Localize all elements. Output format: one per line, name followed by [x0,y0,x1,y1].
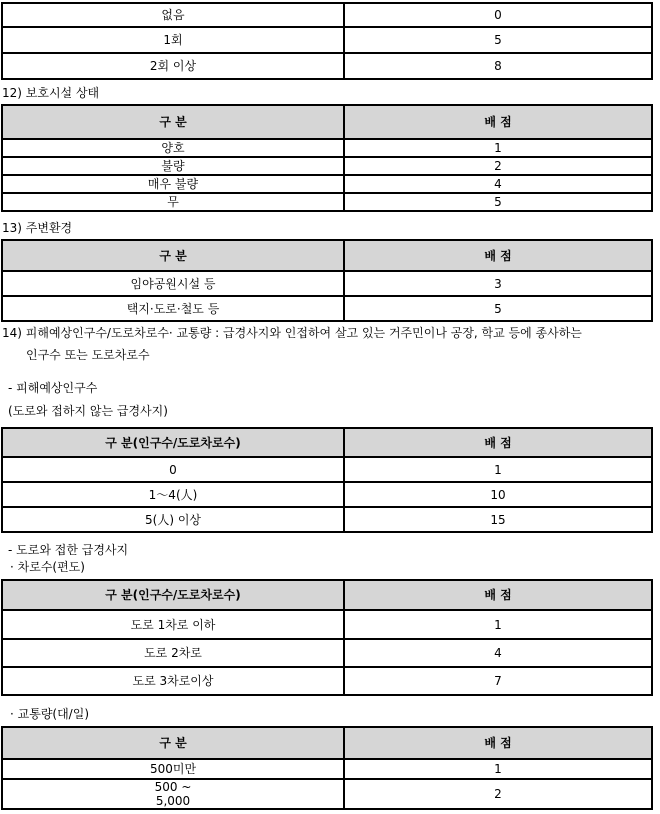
header-score: 배 점 [344,428,652,457]
header-category: 구 분(인구수/도로차로수) [2,580,344,610]
cell-score: 2 [344,157,652,175]
table-row [2,53,652,79]
subsection-population: - 피해예상인구수 [8,381,98,395]
cell-score: 15 [344,507,652,532]
cell-score: 8 [344,53,652,79]
table-protection-facility [1,104,653,212]
cell-label-line: 5,000 [155,794,191,808]
subsection-road: - 도로와 접한 급경사지 [8,543,129,557]
section-13-title: 13) 주변환경 [2,221,73,235]
cell-score: 4 [344,175,652,193]
cell-score: 2 [344,779,652,809]
section-14-description-cont: 인구수 또는 도로차로수 [26,348,150,362]
cell-score: 5 [344,296,652,321]
header-category: 구 분 [2,240,344,271]
cell-label: 도로 1차로 이하 [2,610,344,639]
cell-label: 1회 [2,27,344,53]
subsection-traffic-note: · 교통량(대/일) [10,707,89,721]
table-header-row [2,428,652,457]
table-row [2,610,652,639]
cell-label: 도로 2차로 [2,639,344,667]
table-row [2,779,652,809]
table-row [2,482,652,507]
cell-label: 도로 3차로이상 [2,667,344,695]
cell-label: 5(人) 이상 [2,507,344,532]
cell-score: 3 [344,271,652,296]
cell-label: 택지·도로·철도 등 [2,296,344,321]
cell-label: 없음 [2,3,344,27]
cell-label-line: 500 ~ [154,780,192,794]
table-surroundings [1,239,653,322]
cell-label: 1～4(人) [2,482,344,507]
table-row [2,639,652,667]
cell-label: 양호 [2,139,344,157]
header-category: 구 분(인구수/도로차로수) [2,428,344,457]
table-header-row [2,105,652,139]
table-row [2,507,652,532]
table-row [2,667,652,695]
table-row [2,193,652,211]
table-row [2,759,652,779]
cell-label: 무 [2,193,344,211]
table-row [2,139,652,157]
subsection-lanes-note: · 차로수(편도) [10,560,85,574]
cell-label: 임야공원시설 등 [2,271,344,296]
table-traffic [1,726,653,810]
table-row [2,27,652,53]
table-row [2,175,652,193]
table-row [2,157,652,175]
cell-score: 1 [344,139,652,157]
table-top [1,2,653,80]
header-category: 구 분 [2,727,344,759]
table-row [2,271,652,296]
cell-label: 500미만 [2,759,344,779]
subsection-population-note: (도로와 접하지 않는 급경사지) [8,404,168,418]
table-header-row [2,727,652,759]
table-header-row [2,580,652,610]
cell-score: 10 [344,482,652,507]
cell-label: 2회 이상 [2,53,344,79]
cell-score: 1 [344,457,652,482]
cell-score: 1 [344,610,652,639]
table-population [1,427,653,533]
cell-score: 7 [344,667,652,695]
table-row [2,457,652,482]
cell-label: 불량 [2,157,344,175]
table-row [2,296,652,321]
cell-score: 1 [344,759,652,779]
header-score: 배 점 [344,105,652,139]
header-score: 배 점 [344,727,652,759]
section-12-title: 12) 보호시설 상태 [2,86,100,100]
table-header-row [2,240,652,271]
cell-score: 5 [344,27,652,53]
cell-label: 0 [2,457,344,482]
header-score: 배 점 [344,240,652,271]
cell-score: 5 [344,193,652,211]
header-category: 구 분 [2,105,344,139]
table-row [2,3,652,27]
cell-label: 매우 불량 [2,175,344,193]
cell-score: 4 [344,639,652,667]
cell-label [2,779,344,809]
header-score: 배 점 [344,580,652,610]
section-14-description: 14) 피해예상인구수/도로차로수· 교통량 : 급경사지와 인접하여 살고 있는 거주민이나 공장, 학교 등에 종사하는 [2,326,582,340]
cell-score: 0 [344,3,652,27]
table-lanes [1,579,653,696]
